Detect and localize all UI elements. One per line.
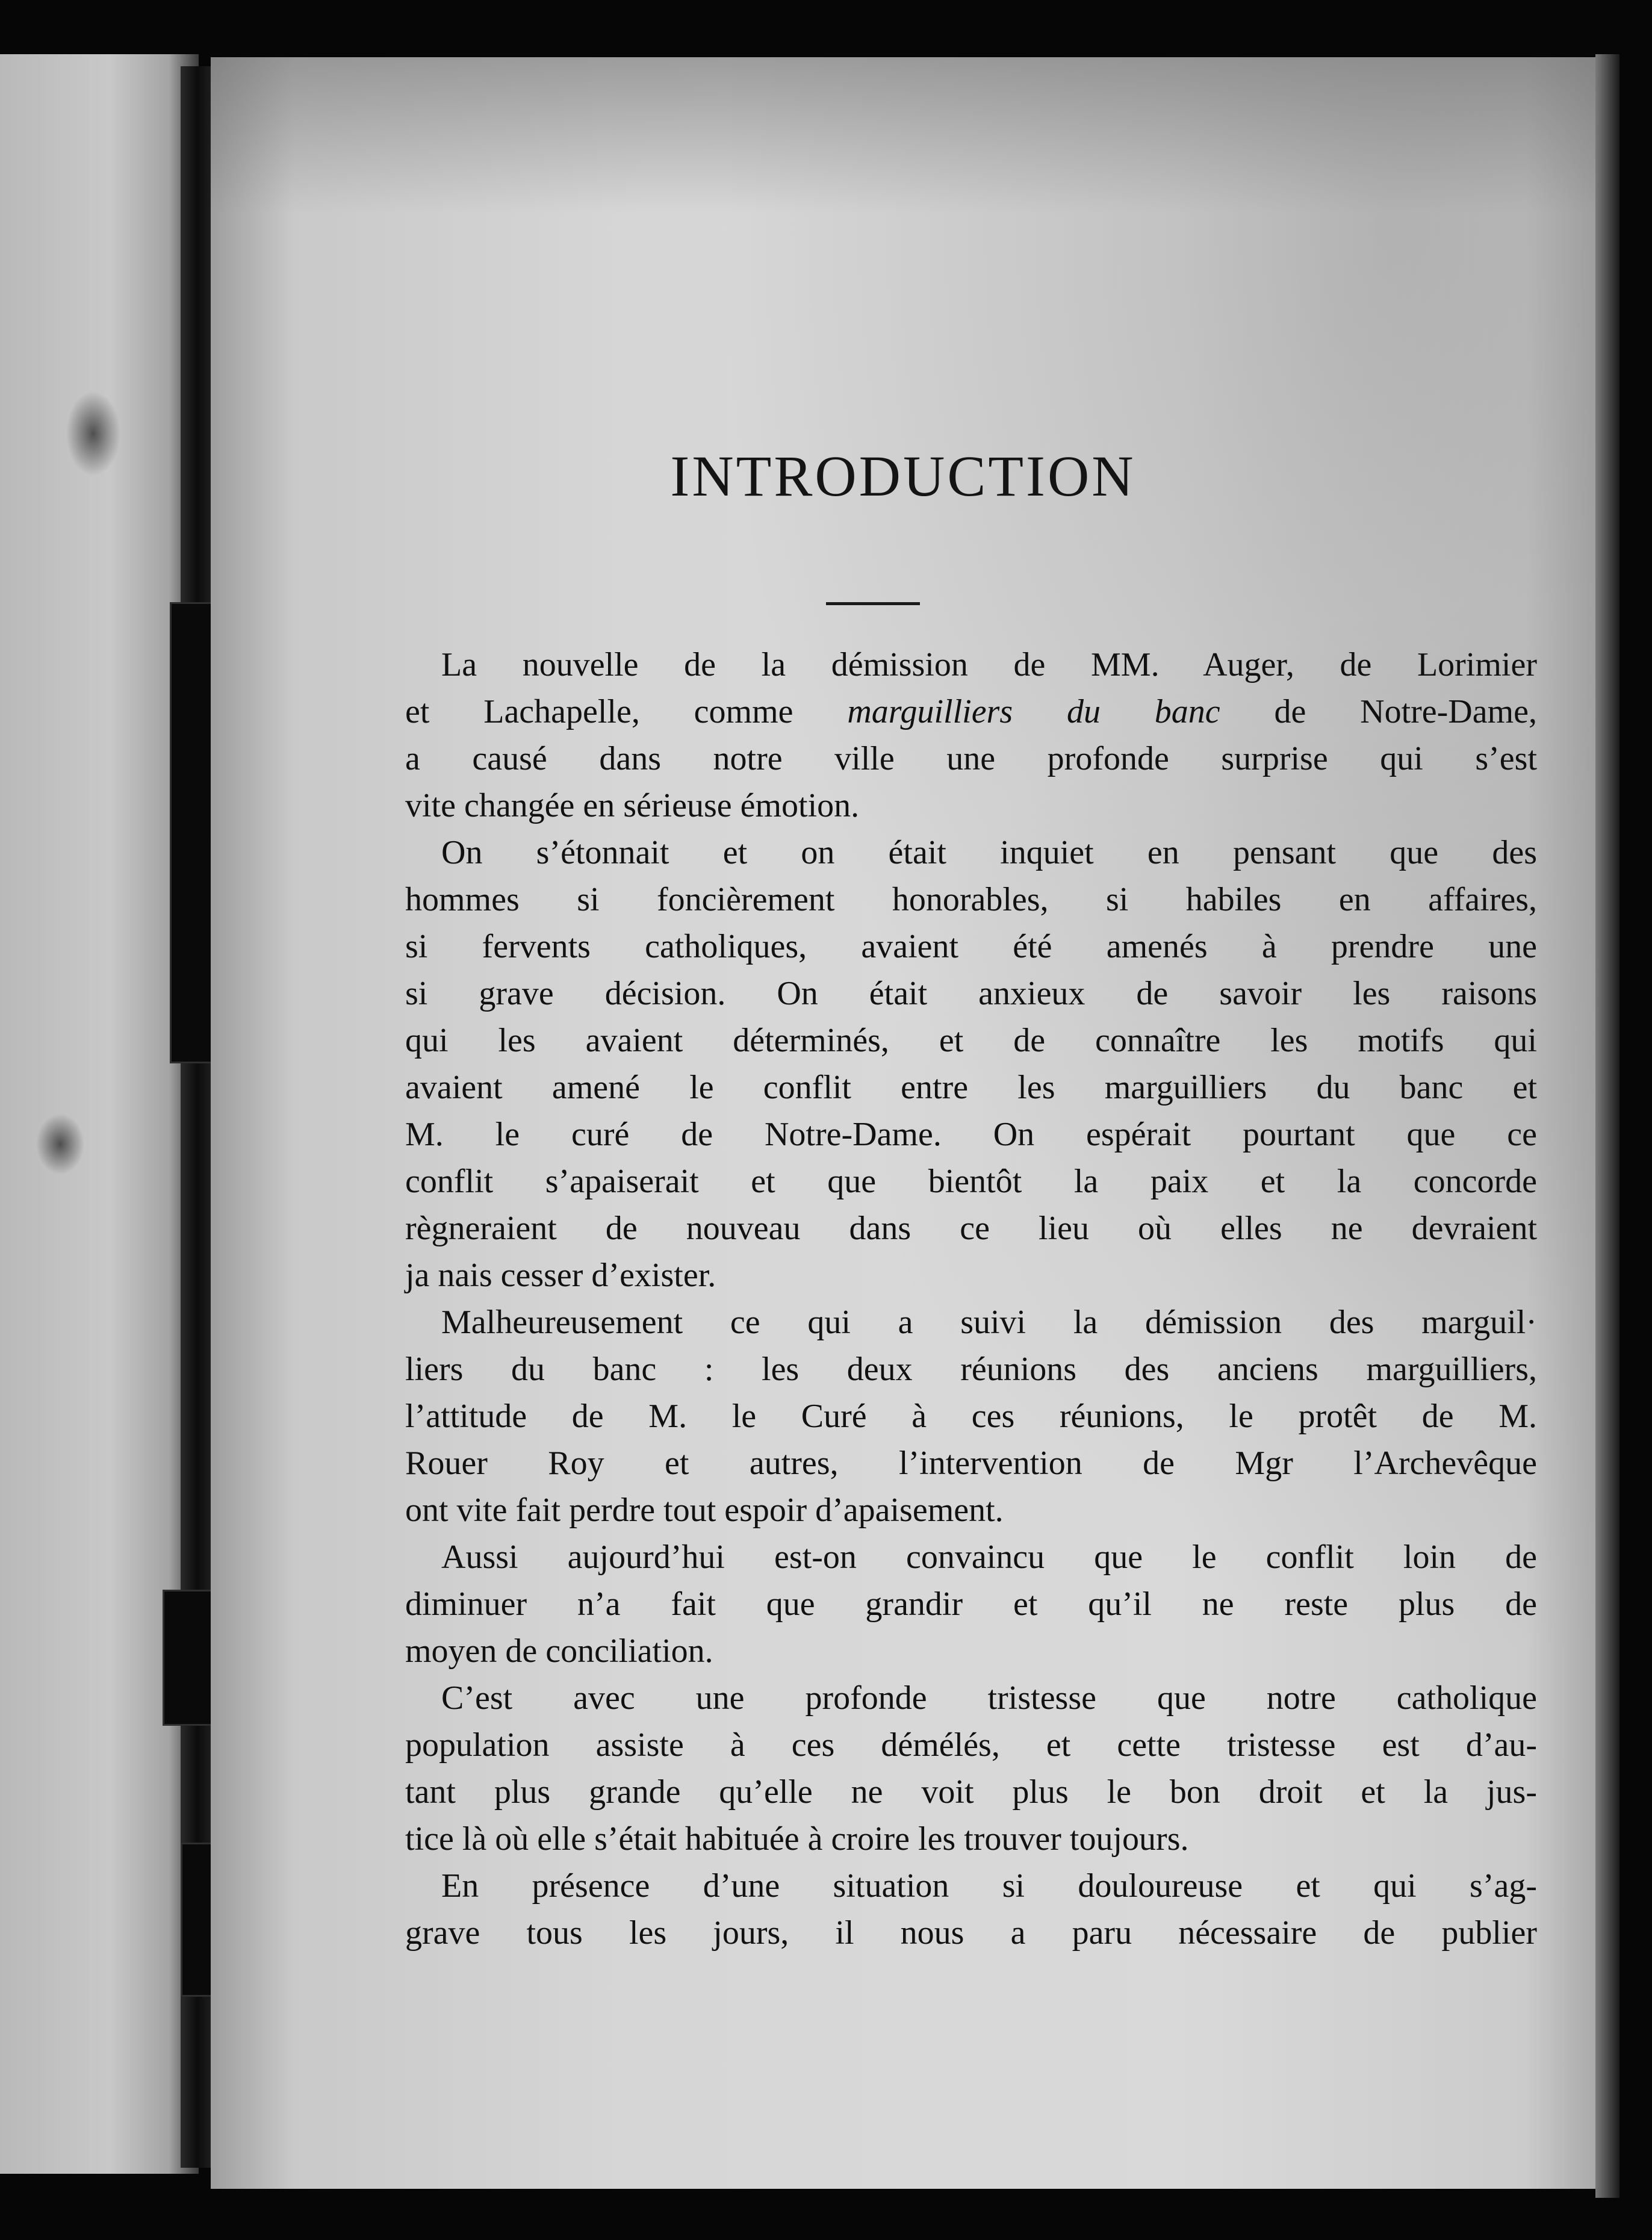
text-line: C’est avec une profonde tristesse que notre catholique xyxy=(441,1679,1537,1717)
text-line: hommes si foncièrement honorables, si habiles en affaires, xyxy=(405,881,1537,918)
text-line: On s’étonnait et on était inquiet en pensant que des xyxy=(441,834,1537,871)
text-line: En présence d’une situation si douloureuse et qui s’ag- xyxy=(441,1867,1537,1905)
text-line: population assiste à ces démélés, et cette tristesse est d’au- xyxy=(405,1726,1537,1764)
text-line: Aussi aujourd’hui est-on convaincu que le conflit loin de xyxy=(441,1538,1537,1576)
text-line: La nouvelle de la démission de MM. Auger, de Lorimier xyxy=(441,646,1537,683)
ink-smudge xyxy=(36,1114,84,1174)
text-line: vite changée en sérieuse émotion. xyxy=(405,787,860,824)
text-line: l’attitude de M. le Curé à ces réunions, le protêt de M. xyxy=(405,1398,1537,1435)
text-line: M. le curé de Notre-Dame. On espérait pourtant que ce xyxy=(405,1116,1537,1153)
ink-smudge xyxy=(66,391,120,476)
text-line: a causé dans notre ville une profonde surprise qui s’est xyxy=(405,740,1537,777)
text-line: Rouer Roy et autres, l’intervention de Mgr l’Archevêque xyxy=(405,1445,1537,1482)
text-line: avaient amené le conflit entre les marguilliers du banc et xyxy=(405,1069,1537,1106)
page-edge xyxy=(1595,54,1619,2198)
text-line: tice là où elle s’était habituée à croire les trouver toujours. xyxy=(405,1820,1189,1858)
text-line: moyen de conciliation. xyxy=(405,1632,713,1670)
text-line: Malheureusement ce qui a suivi la démission des marguil· xyxy=(441,1304,1537,1341)
text-line: si fervents catholiques, avaient été amenés à prendre une xyxy=(405,928,1537,965)
text-line: diminuer n’a fait que grandir et qu’il ne reste plus de xyxy=(405,1585,1537,1623)
text-line: règneraient de nouveau dans ce lieu où elles ne devraient xyxy=(405,1210,1537,1247)
text-line: et Lachapelle, comme marguilliers du banc de Notre-Dame, xyxy=(405,693,1538,730)
facing-page xyxy=(0,54,199,2174)
italic-term: marguilliers du banc xyxy=(847,693,1220,730)
text-line: qui les avaient déterminés, et de connaître les motifs qui xyxy=(405,1022,1537,1059)
text-line: grave tous les jours, il nous a paru nécessaire de publier xyxy=(405,1914,1537,1952)
text-line: ont vite fait perdre tout espoir d’apaisement. xyxy=(405,1492,1004,1529)
text-line: conflit s’apaiserait et que bientôt la paix et la concorde xyxy=(405,1163,1537,1200)
title-rule xyxy=(826,602,920,605)
page-wear xyxy=(211,57,1595,214)
book-page xyxy=(211,57,1595,2189)
text-line: liers du banc : les deux réunions des anciens marguilliers, xyxy=(405,1351,1537,1388)
text-line: ja nais cesser d’exister. xyxy=(405,1257,716,1294)
text-line: si grave décision. On était anxieux de savoir les raisons xyxy=(405,975,1537,1012)
body-text xyxy=(405,641,1537,1956)
page-title: INTRODUCTION xyxy=(670,444,1136,508)
text-line: tant plus grande qu’elle ne voit plus le bon droit et la jus- xyxy=(405,1773,1537,1811)
